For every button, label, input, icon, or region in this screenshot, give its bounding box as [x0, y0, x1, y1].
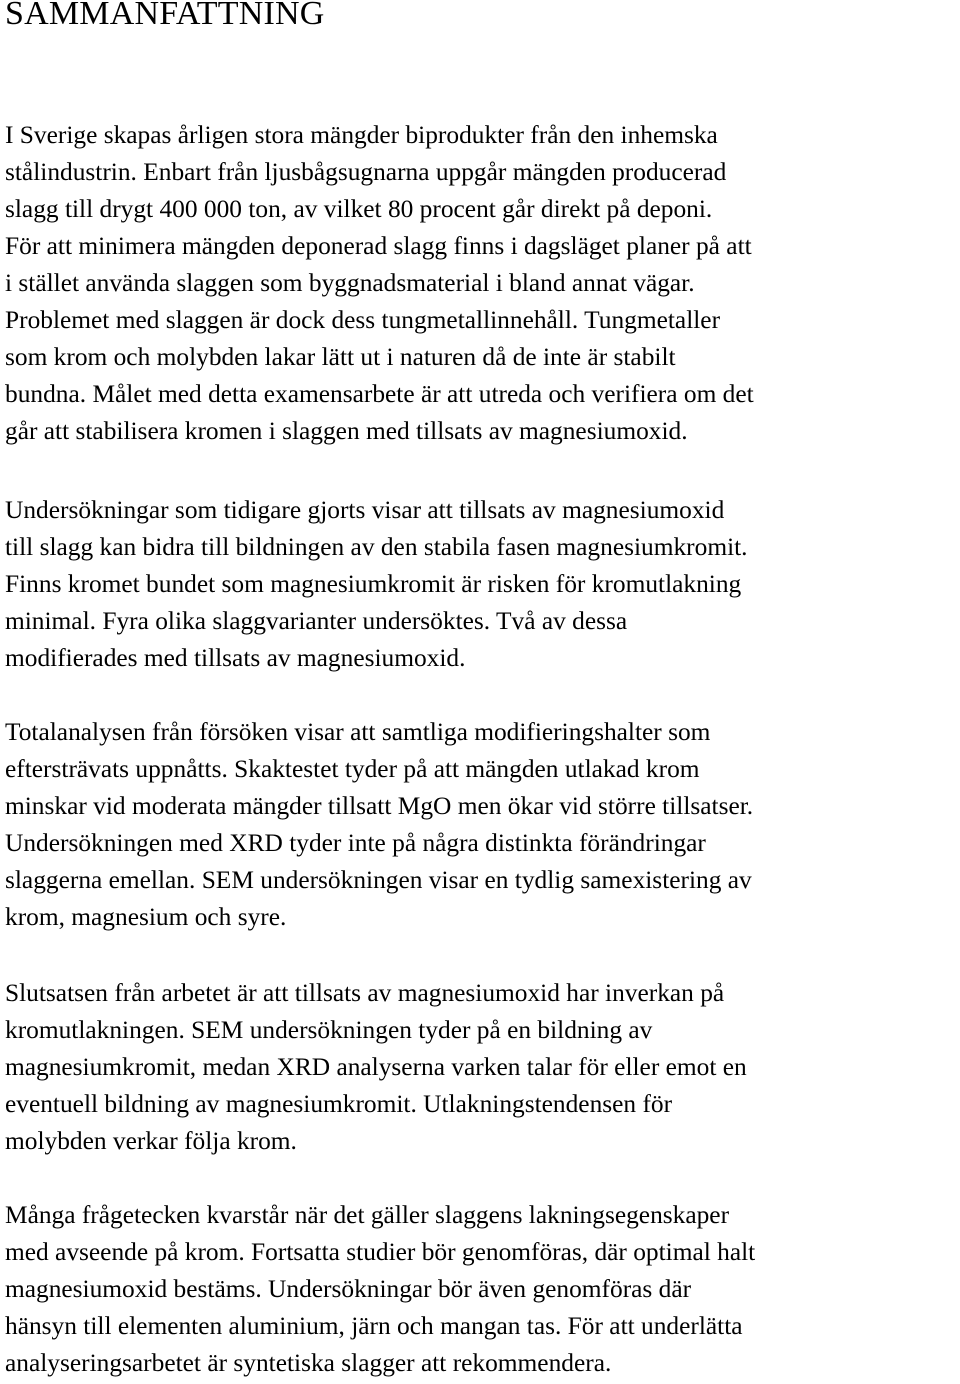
- text-line: magnesiumkromit, medan XRD analyserna varken talar för eller emot en: [5, 1053, 747, 1081]
- text-line: går att stabilisera kromen i slaggen med tillsats av magnesiumoxid.: [5, 417, 688, 445]
- text-line: kromutlakningen. SEM undersökningen tyder på en bildning av: [5, 1016, 653, 1044]
- paragraph-results: [5, 714, 753, 936]
- text-line: stålindustrin. Enbart från ljusbågsugnarna uppgår mängden producerad: [5, 158, 727, 186]
- text-line: modifierades med tillsats av magnesiumoxid.: [5, 644, 466, 672]
- text-line: Slutsatsen från arbetet är att tillsats av magnesiumoxid har inverkan på: [5, 979, 725, 1007]
- paragraph-intro: [5, 117, 754, 450]
- text-line: magnesiumoxid bestäms. Undersökningar bör även genomföras där: [5, 1275, 692, 1303]
- text-line: slagg till drygt 400 000 ton, av vilket 80 procent går direkt på deponi.: [5, 195, 713, 223]
- page-title: SAMMANFATTNING: [5, 0, 325, 32]
- text-line: eventuell bildning av magnesiumkromit. Utlakningstendensen för: [5, 1090, 673, 1118]
- text-line: I Sverige skapas årligen stora mängder biprodukter från den inhemska: [5, 121, 718, 149]
- text-line: krom, magnesium och syre.: [5, 903, 287, 931]
- text-line: Undersökningar som tidigare gjorts visar att tillsats av magnesiumoxid: [5, 496, 725, 524]
- paragraph-background: [5, 492, 748, 677]
- text-line: i stället använda slaggen som byggnadsmaterial i bland annat vägar.: [5, 269, 695, 297]
- paragraph-outlook: [5, 1197, 755, 1382]
- text-line: Problemet med slaggen är dock dess tungmetallinnehåll. Tungmetaller: [5, 306, 721, 334]
- text-line: som krom och molybden lakar lätt ut i naturen då de inte är stabilt: [5, 343, 676, 371]
- text-line: Finns kromet bundet som magnesiumkromit är risken för kromutlakning: [5, 570, 742, 598]
- text-line: hänsyn till elementen aluminium, järn och mangan tas. För att underlätta: [5, 1312, 743, 1340]
- text-line: Undersökningen med XRD tyder inte på några distinkta förändringar: [5, 829, 706, 857]
- text-line: analyseringsarbetet är syntetiska slagger att rekommendera.: [5, 1349, 612, 1377]
- text-line: minimal. Fyra olika slaggvarianter undersöktes. Två av dessa: [5, 607, 628, 635]
- text-line: minskar vid moderata mängder tillsatt MgO men ökar vid större tillsatser.: [5, 792, 754, 820]
- text-line: till slagg kan bidra till bildningen av den stabila fasen magnesiumkromit.: [5, 533, 748, 561]
- text-line: slaggerna emellan. SEM undersökningen visar en tydlig samexistering av: [5, 866, 752, 894]
- text-line: Totalanalysen från försöken visar att samtliga modifieringshalter som: [5, 718, 711, 746]
- text-line: med avseende på krom. Fortsatta studier bör genomföras, där optimal halt: [5, 1238, 756, 1266]
- text-line: molybden verkar följa krom.: [5, 1127, 297, 1155]
- text-line: bundna. Målet med detta examensarbete är att utreda och verifiera om det: [5, 380, 754, 408]
- text-line: eftersträvats uppnåtts. Skaktestet tyder på att mängden utlakad krom: [5, 755, 700, 783]
- text-line: För att minimera mängden deponerad slagg finns i dagsläget planer på att: [5, 232, 752, 260]
- text-line: Många frågetecken kvarstår när det gäller slaggens lakningsegenskaper: [5, 1201, 730, 1229]
- paragraph-conclusion: [5, 975, 747, 1160]
